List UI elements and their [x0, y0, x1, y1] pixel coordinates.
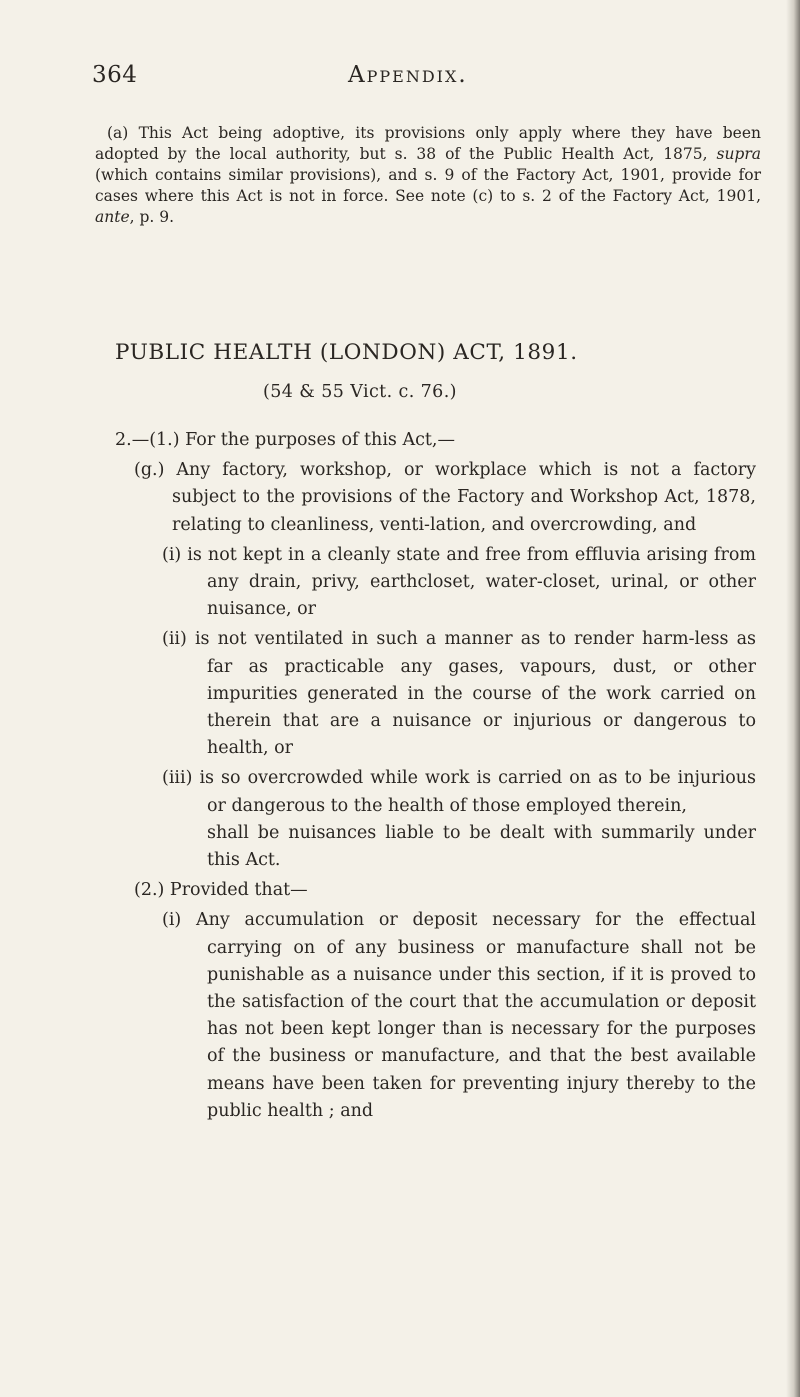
footnote-text-part-2: (which contains similar provisions), and s. 9 of the Factory Act, 1901, provide for cases where this Act is not in force. See note (c) to s. 2 of the Factory Act, 1901, — [95, 166, 761, 205]
running-head: Appendix. — [348, 62, 468, 88]
footnote-text-part-3: , p. 9. — [129, 208, 175, 226]
page-header — [92, 62, 752, 102]
section-2-intro: 2.—(1.) For the purposes of this Act,— — [115, 430, 455, 450]
subparagraph-i: (i) is not kept in a cleanly state and free from effluvia arising from any drain, privy, earthcloset, water-closet, urinal, or other nuisance, or — [162, 544, 756, 620]
footnote-supra: supra — [716, 145, 761, 163]
proviso-i: (i) Any accumulation or deposit necessary for the effectual carrying on of any business or manufacture shall not be punishable as a nuisance under this section, if it is proved to the satisfaction of the court that the accumulation or deposit has not been kept longer than is necessary for the purposes of the business or manufacture, and that the best available means have been taken for preventing injury thereby to the public health ; and — [162, 910, 756, 1121]
paragraph-g: (g.) Any factory, workshop, or workplace which is not a factory subject to the provisions of the Factory and Workshop Act, 1878, relating to cleanliness, venti-lation, and overcrowding, and — [134, 460, 756, 535]
proviso-heading: (2.) Provided that— — [134, 880, 308, 901]
subparagraph-iii: (iii) is so overcrowded while work is carried on as to be injurious or dangerous to the health of those employed therein, — [162, 768, 756, 816]
nuisance-conclusion: shall be nuisances liable to be dealt with summarily under this Act. — [207, 822, 756, 871]
subparagraph-ii: (ii) is not ventilated in such a manner as to render harm-less as far as practicable any gases, vapours, dust, or other impurities generated in the course of the work carried on therein that are a nuisance or injurious or dangerous to health, or — [162, 629, 756, 759]
footnote-ante: ante — [95, 208, 130, 226]
page-edge-shadow — [786, 0, 800, 1397]
footnote — [95, 123, 761, 228]
section-body — [0, 427, 800, 1125]
act-title: PUBLIC HEALTH (LONDON) ACT, 1891. — [115, 340, 578, 365]
act-citation: (54 & 55 Vict. c. 76.) — [263, 382, 457, 402]
footnote-text-part-1: This Act being adoptive, its provisions only apply where they have been adopted by the local authority, but s. 38 of the Public Health Act, 1875, — [95, 124, 761, 163]
page-number: 364 — [92, 62, 138, 88]
footnote-marker: (a) — [107, 124, 129, 142]
